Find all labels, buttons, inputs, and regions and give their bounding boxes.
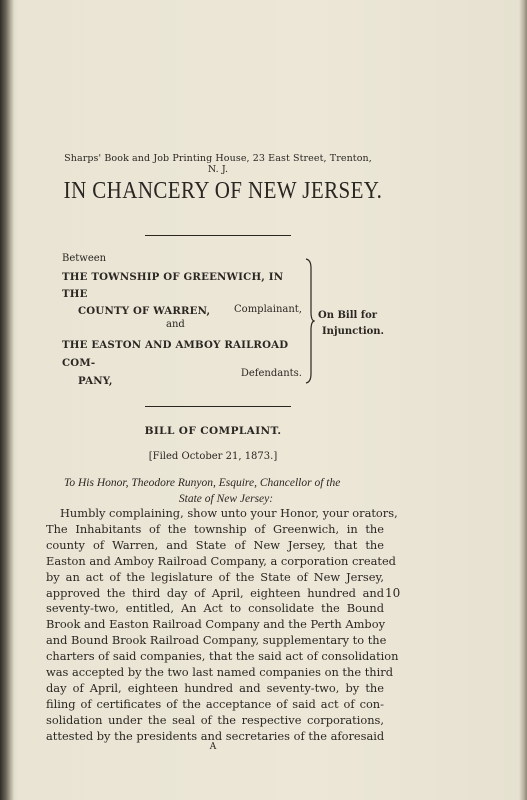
document-title: IN CHANCERY OF NEW JERSEY. bbox=[63, 176, 383, 204]
body-line: seventy-two, entitled, An Act to consolidate the Bound bbox=[46, 601, 384, 616]
caption-between: Between bbox=[62, 253, 107, 264]
body-line: was accepted by the two last named companies on the third bbox=[46, 665, 393, 680]
plaintiff-line-2: COUNTY OF WARREN, bbox=[78, 305, 211, 317]
filed-date: [Filed October 21, 1873.] bbox=[148, 451, 278, 462]
body-line: Brook and Easton Railroad Company and the Perth Amboy bbox=[46, 617, 386, 632]
caption-defendant-role: Defendants. bbox=[240, 368, 302, 379]
body-line: approved the third day of April, eighteen hundred and bbox=[46, 585, 384, 600]
body-line: The Inhabitants of the township of Greenwich, in the bbox=[46, 521, 384, 536]
caption-and: and bbox=[166, 319, 185, 330]
body-line: solidation under the seal of the respective corporations, bbox=[46, 712, 384, 727]
relief-line-2: Injunction. bbox=[322, 326, 385, 337]
body-line: filing of certificates of the acceptance of said act of con- bbox=[46, 696, 384, 711]
relief-line-1: On Bill for bbox=[318, 310, 378, 321]
signature-mark: A bbox=[209, 742, 217, 752]
printer-imprint: Sharps' Book and Job Printing House, 23 East Street, Trenton, N. J. bbox=[64, 153, 372, 175]
body-line: Easton and Amboy Railroad Company, a corporation created bbox=[46, 553, 396, 568]
address-to-chancellor bbox=[64, 475, 388, 507]
body-line: by an act of the legislature of the State of New Jersey, bbox=[46, 569, 384, 584]
body-line: attested by the presidents and secretaries of the aforesaid bbox=[46, 728, 385, 743]
caption-relief bbox=[318, 308, 384, 340]
body-line: and Bound Brook Railroad Company, supplementary to the bbox=[46, 633, 387, 648]
caption-rule bbox=[145, 406, 291, 407]
body-line: county of Warren, and State of New Jersey, that the bbox=[46, 537, 384, 552]
defendant-line-1: THE EASTON AND AMBOY RAILROAD COM- bbox=[62, 339, 289, 369]
address-line-2: State of New Jersey: bbox=[178, 493, 274, 505]
defendant-line-2: PANY, bbox=[78, 375, 113, 387]
plaintiff-line-1: THE TOWNSHIP OF GREENWICH, IN THE bbox=[62, 271, 284, 300]
body-line: charters of said companies, that the said act of consolidation bbox=[46, 649, 399, 664]
address-line-1: To His Honor, Theodore Runyon, Esquire, Chancellor of the bbox=[64, 477, 341, 489]
bill-heading: BILL OF COMPLAINT. bbox=[144, 425, 282, 437]
caption-defendant bbox=[62, 336, 306, 390]
caption-plaintiff-role: Complainant, bbox=[234, 304, 302, 315]
caption-brace bbox=[305, 258, 315, 384]
title-rule bbox=[145, 235, 291, 236]
body-line: day of April, eighteen hundred and seventy-two, by the bbox=[46, 680, 384, 695]
body-line: Humbly complaining, show unto your Honor, your orators, bbox=[60, 506, 398, 520]
margin-line-number: 10 bbox=[385, 586, 401, 600]
